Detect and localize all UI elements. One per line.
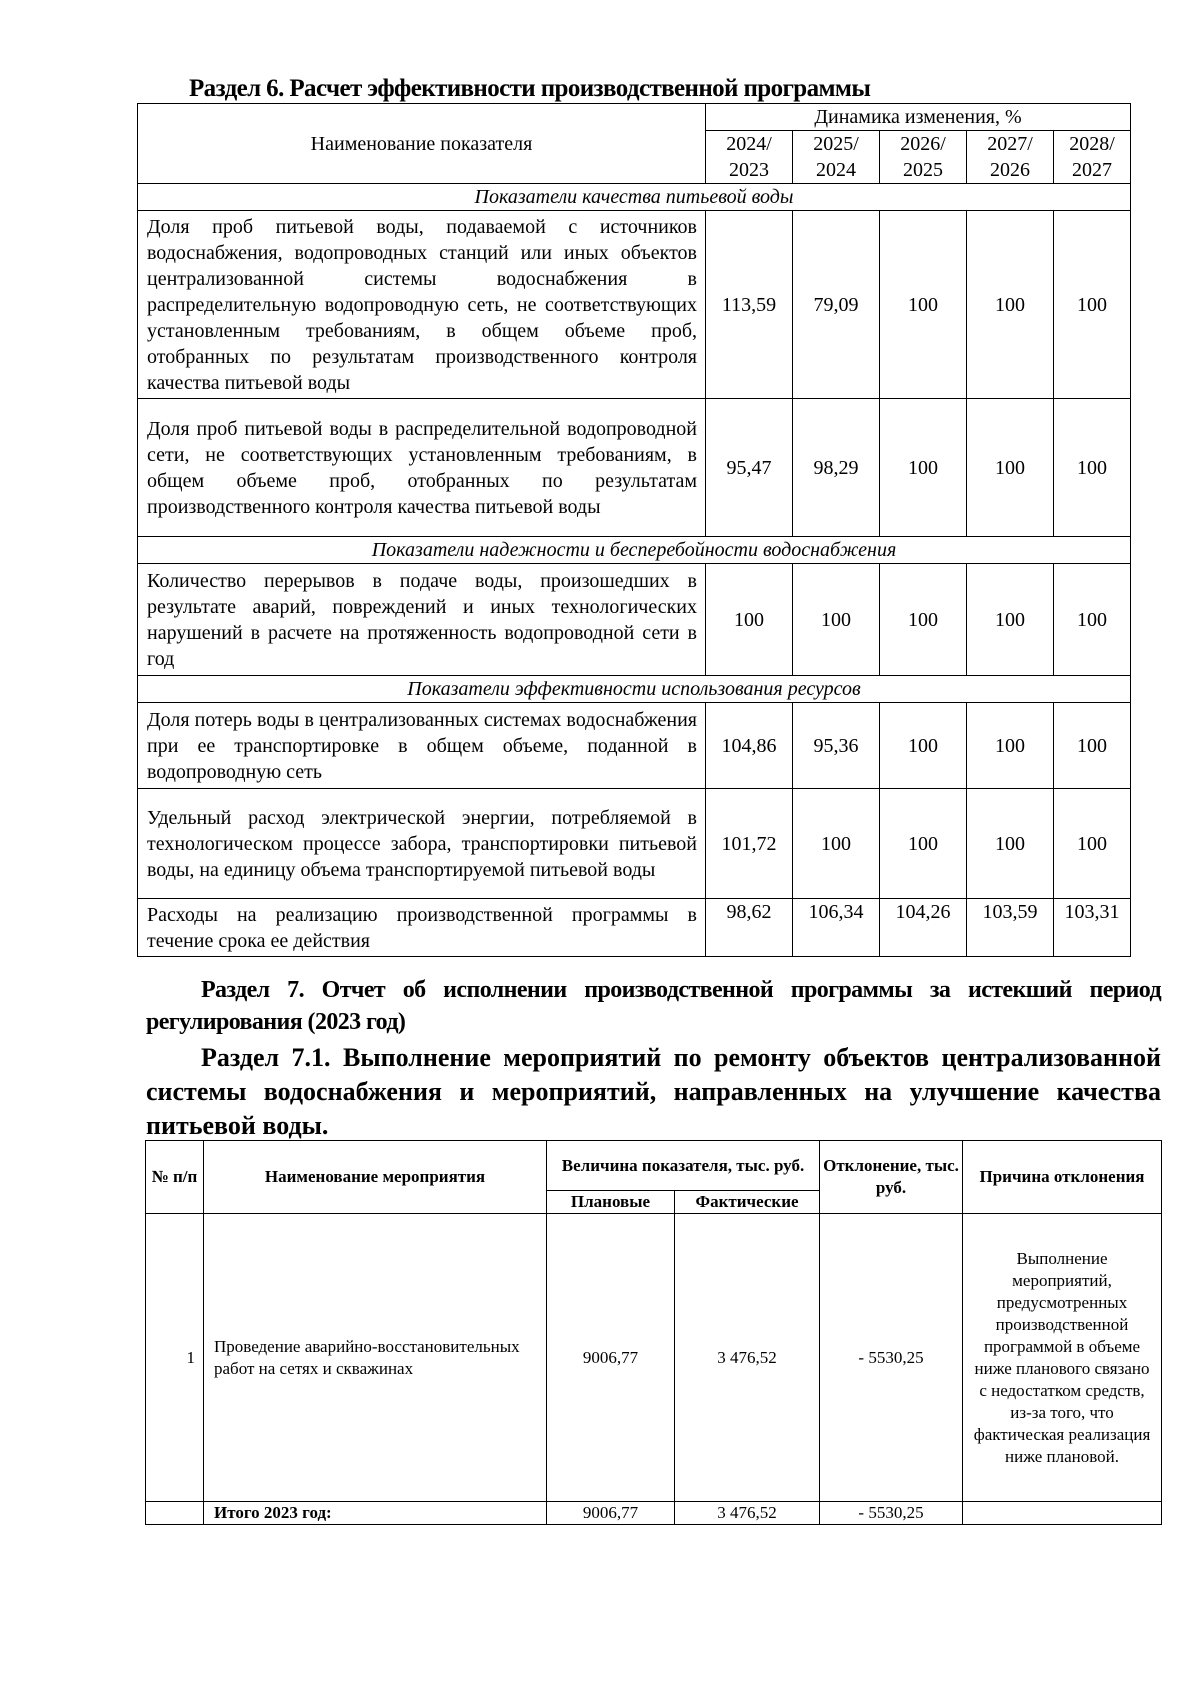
row-num: 1 xyxy=(146,1214,204,1502)
header-num: № п/п xyxy=(146,1141,204,1214)
total-num-cell xyxy=(146,1502,204,1525)
header-period: 2024/ 2023 xyxy=(706,131,793,184)
indicator-value: 79,09 xyxy=(793,211,880,399)
indicator-name: Расходы на реализацию производственной программы в течение срока ее действия xyxy=(138,899,706,957)
total-reason-cell xyxy=(963,1502,1162,1525)
header-value-group: Величина показателя, тыс. руб. xyxy=(547,1141,820,1191)
indicator-value: 104,26 xyxy=(880,899,967,957)
row-actual: 3 476,52 xyxy=(675,1214,820,1502)
indicator-value: 100 xyxy=(880,789,967,899)
indicator-value: 100 xyxy=(706,564,793,676)
indicator-value: 100 xyxy=(1054,564,1131,676)
header-period: 2025/ 2024 xyxy=(793,131,880,184)
header-actual: Фактические xyxy=(675,1191,820,1214)
indicator-value: 100 xyxy=(793,564,880,676)
indicator-value: 100 xyxy=(967,399,1054,537)
indicator-name: Доля проб питьевой воды, подаваемой с источников водоснабжения, водопроводных станций или иных объектов централизованной системы водоснабжения в распределительную водопроводную сеть, не соответствующих установленным требованиям, в общем объеме проб, отобранных по результатам производственного контроля качества питьевой воды xyxy=(138,211,706,399)
group-heading: Показатели надежности и бесперебойности водоснабжения xyxy=(138,537,1131,564)
indicator-value: 103,59 xyxy=(967,899,1054,957)
row-activity-name: Проведение аварийно-восстановительных работ на сетях и скважинах xyxy=(204,1214,547,1502)
indicator-value: 100 xyxy=(1054,211,1131,399)
header-indicator-name: Наименование показателя xyxy=(138,104,706,184)
indicator-value: 100 xyxy=(880,703,967,789)
indicator-value: 100 xyxy=(1054,789,1131,899)
section7-1-title: Раздел 7.1. Выполнение мероприятий по ремонту объектов централизованной системы водоснабжения и мероприятий, направленных на улучшение качества питьевой воды. xyxy=(146,1043,1161,1140)
total-deviation: - 5530,25 xyxy=(820,1502,963,1525)
row-deviation: - 5530,25 xyxy=(820,1214,963,1502)
indicator-value: 113,59 xyxy=(706,211,793,399)
header-period: 2026/ 2025 xyxy=(880,131,967,184)
header-activity-name: Наименование мероприятия xyxy=(204,1141,547,1214)
group-heading: Показатели эффективности использования ресурсов xyxy=(138,676,1131,703)
indicator-value: 100 xyxy=(967,703,1054,789)
indicator-value: 95,36 xyxy=(793,703,880,789)
activities-table xyxy=(145,1140,1162,1525)
indicator-value: 95,47 xyxy=(706,399,793,537)
indicator-value: 98,62 xyxy=(706,899,793,957)
indicator-value: 104,86 xyxy=(706,703,793,789)
indicator-value: 106,34 xyxy=(793,899,880,957)
indicator-value: 100 xyxy=(793,789,880,899)
indicator-value: 100 xyxy=(967,564,1054,676)
indicator-value: 100 xyxy=(1054,399,1131,537)
group-heading: Показатели качества питьевой воды xyxy=(138,184,1131,211)
row-planned: 9006,77 xyxy=(547,1214,675,1502)
section6-title: Раздел 6. Расчет эффективности производственной программы xyxy=(189,75,871,102)
indicator-value: 103,31 xyxy=(1054,899,1131,957)
table-row xyxy=(146,1214,1162,1502)
total-row xyxy=(146,1502,1162,1525)
total-label: Итого 2023 год: xyxy=(204,1502,547,1525)
indicator-name: Доля потерь воды в централизованных системах водоснабжения при ее транспортировке в общем объеме, поданной в водопроводную сеть xyxy=(138,703,706,789)
indicator-value: 100 xyxy=(880,399,967,537)
efficiency-table xyxy=(137,103,1131,957)
indicator-value: 98,29 xyxy=(793,399,880,537)
indicator-value: 100 xyxy=(1054,703,1131,789)
indicator-name: Удельный расход электрической энергии, потребляемой в технологическом процессе забора, транспортировки питьевой воды, на единицу объема транспортируемой питьевой воды xyxy=(138,789,706,899)
indicator-value: 100 xyxy=(967,789,1054,899)
indicator-value: 101,72 xyxy=(706,789,793,899)
indicator-value: 100 xyxy=(880,564,967,676)
header-deviation: Отклонение, тыс. руб. xyxy=(820,1141,963,1214)
indicator-name: Количество перерывов в подаче воды, произошедших в результате аварий, повреждений и иных технологических нарушений в расчете на протяженность водопроводной сети в год xyxy=(138,564,706,676)
header-reason: Причина отклонения xyxy=(963,1141,1162,1214)
row-reason: Выполнение мероприятий, предусмотренных производственной программой в объеме ниже планового связано с недостатком средств, из-за того, что фактическая реализация ниже плановой. xyxy=(963,1214,1162,1502)
indicator-value: 100 xyxy=(880,211,967,399)
section7-title: Раздел 7. Отчет об исполнении производственной программы за истекший период регулирования (2023 год) xyxy=(146,977,1161,1035)
header-planned: Плановые xyxy=(547,1191,675,1214)
indicator-name: Доля проб питьевой воды в распределительной водопроводной сети, не соответствующих установленным требованиям, в общем объеме проб, отобранных по результатам производственного контроля качества питьевой воды xyxy=(138,399,706,537)
header-period: 2028/ 2027 xyxy=(1054,131,1131,184)
total-planned: 9006,77 xyxy=(547,1502,675,1525)
header-period: 2027/ 2026 xyxy=(967,131,1054,184)
header-dynamics: Динамика изменения, % xyxy=(706,104,1131,131)
total-actual: 3 476,52 xyxy=(675,1502,820,1525)
indicator-value: 100 xyxy=(967,211,1054,399)
